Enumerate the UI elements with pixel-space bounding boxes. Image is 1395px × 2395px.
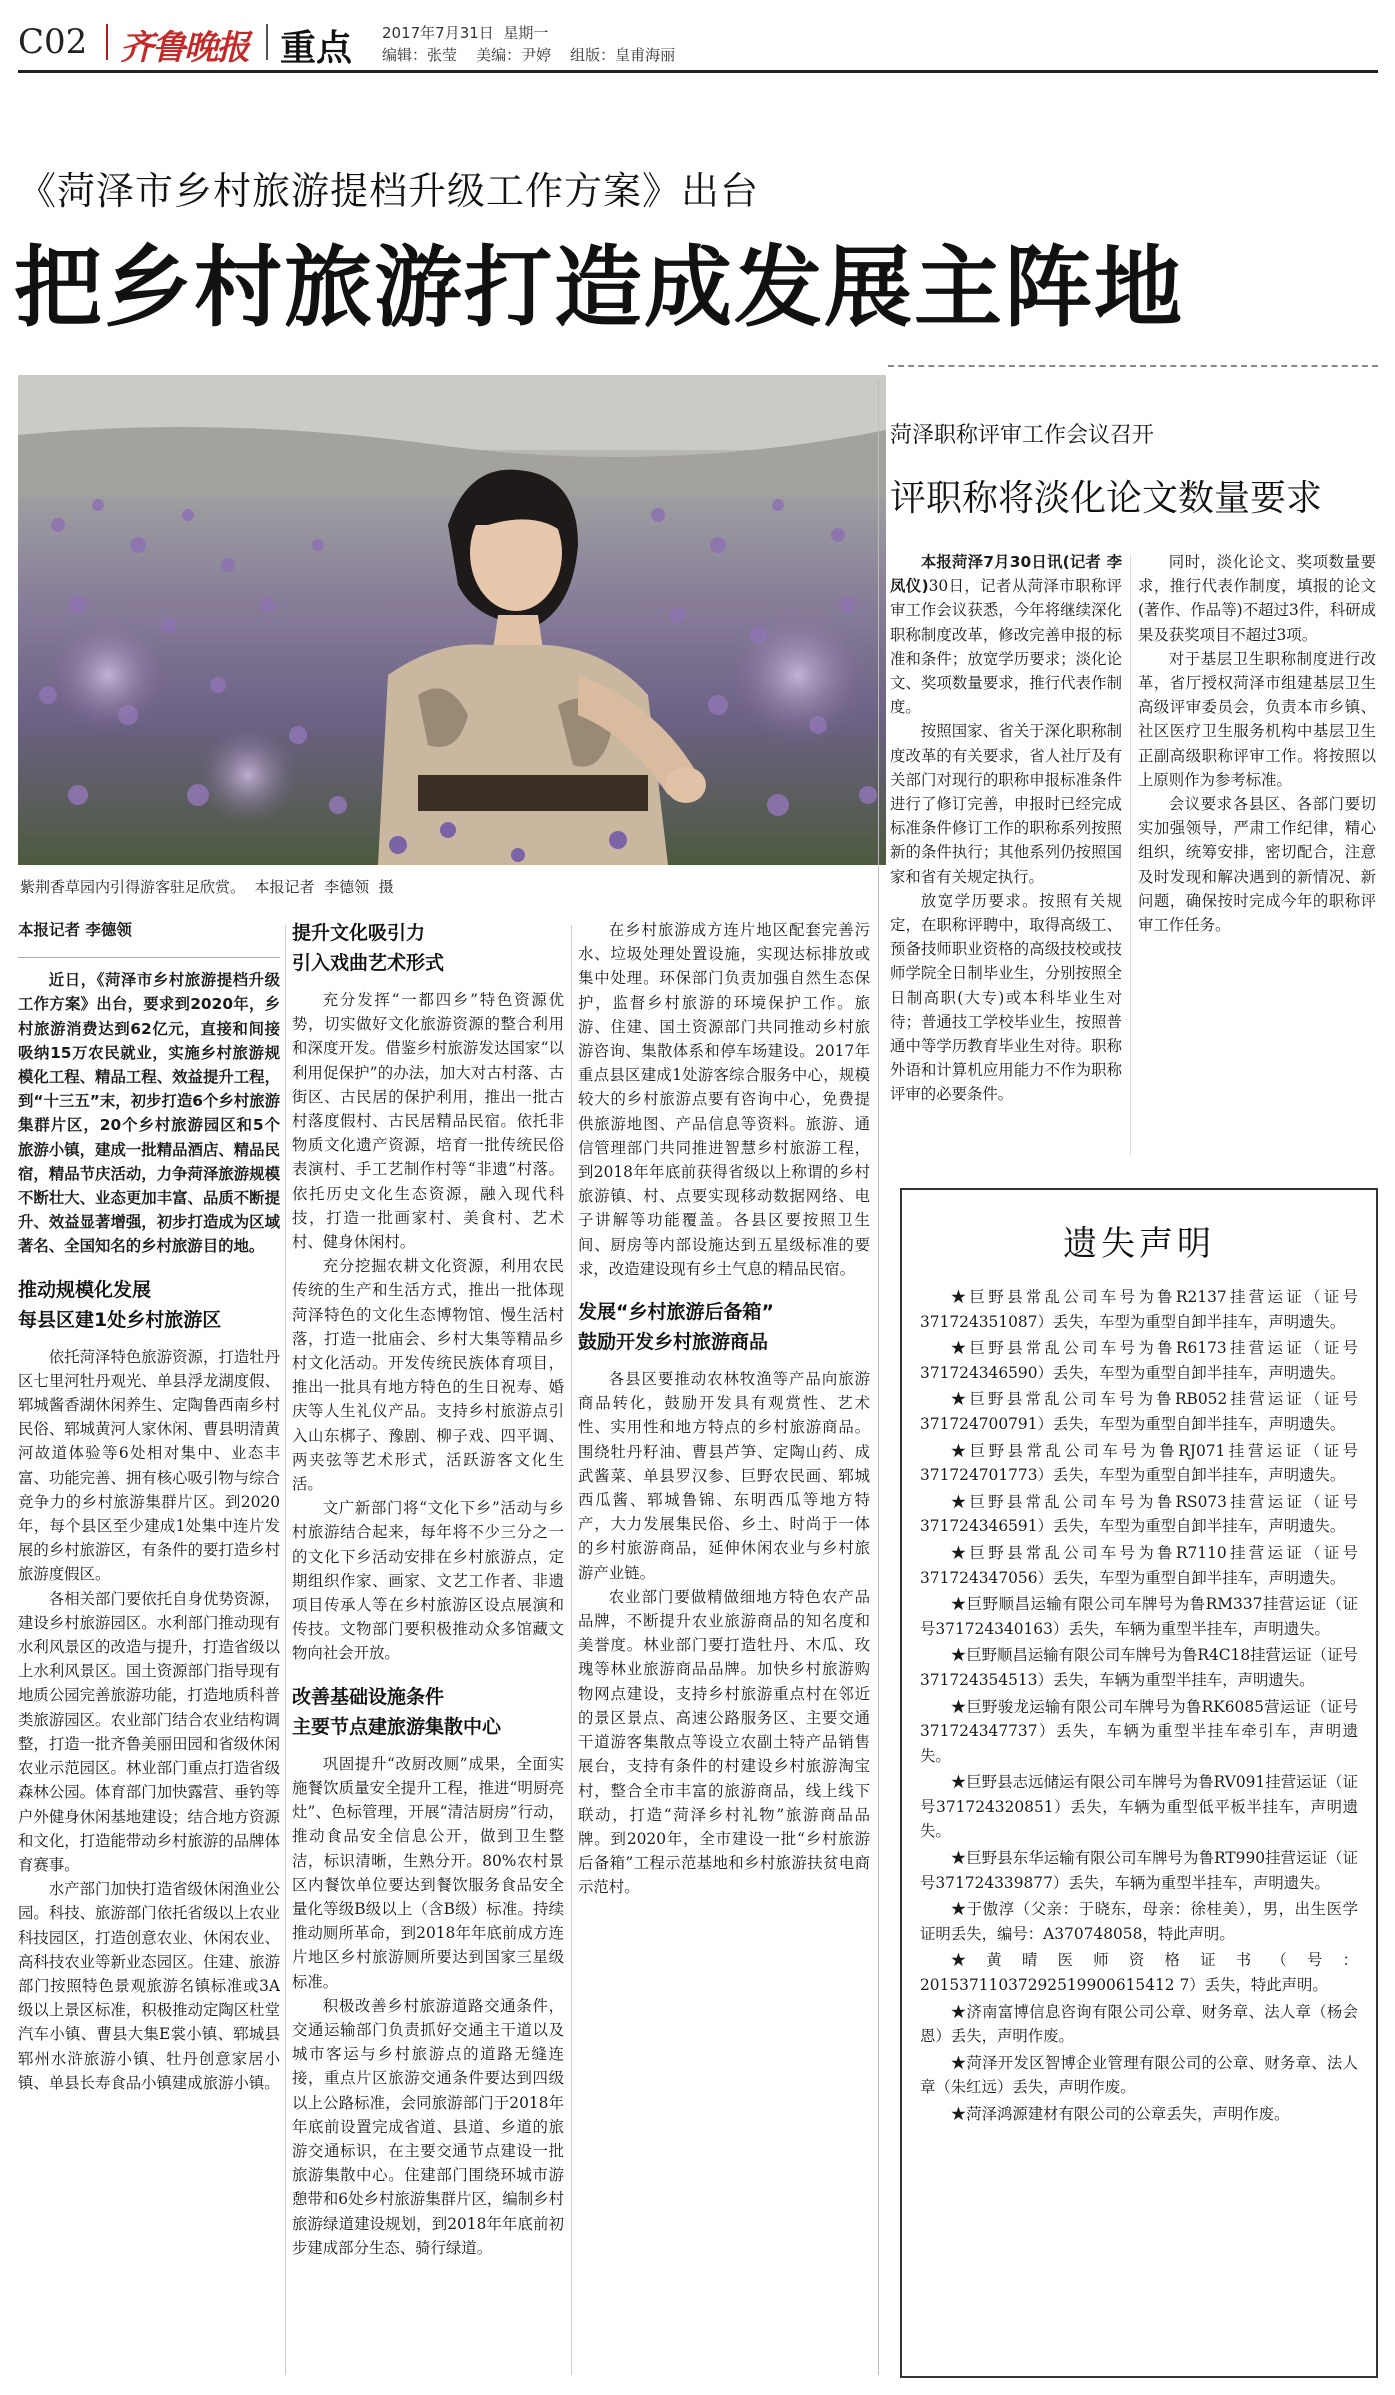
issue-date: 2017年7月31日 星期一 [382, 24, 549, 42]
photo-lavender-garden [18, 375, 886, 865]
lost-notice-item: ★巨野县东华运输有限公司车牌号为鲁RT990挂营运证（证号371724339877）丢失，车辆为重型半挂车，声明遗失。 [920, 1849, 1358, 1892]
lost-notice-item: ★巨野县常乱公司车号为鲁RS073挂营运证（证号371724346591）丢失，车型为重型自卸半挂车，声明遗失。 [920, 1492, 1358, 1536]
article-column-3 [578, 918, 870, 2378]
lost-notice-item: ★巨野顺昌运输有限公司车牌号为鲁R4C18挂营运证（证号371724354513）丢失，车辆为重型半挂车，声明遗失。 [920, 1646, 1358, 1689]
lost-notice-item: ★济南富博信息咨询有限公司公章、财务章、法人章（杨会恩）丢失，声明作废。 [920, 2002, 1358, 2046]
lost-notice-box [900, 1188, 1378, 2378]
photo-caption: 紫荆香草园内引得游客驻足欣赏。 本报记者 李德领 摄 [20, 878, 394, 896]
byline-rule [18, 942, 280, 958]
paragraph: 依托菏泽特色旅游资源，打造牡丹区七里河牡丹观光、单县浮龙湖度假、郓城酱香湖休闲养生、定陶鲁西南乡村民俗、郓城黄河人家休闲、曹县明清黄河故道体验等6处相对集中、业态丰富、功能完善、拥有核心吸引物与综合竞争力的乡村旅游集群片区。到2020年，每个县区至少建成1处集中连片发展的乡村旅游区，有条件的要打造乡村旅游度假区。 [18, 1347, 280, 1584]
side-byline: 本报菏泽7月30日讯(记者 李凤仪) [890, 553, 1122, 596]
staff-credits: 编辑：张莹 美编：尹婷 组版：皇甫海丽 [382, 46, 676, 64]
main-headline: 把乡村旅游打造成发展主阵地 [14, 236, 1185, 339]
lost-notice-list [920, 1285, 1358, 2127]
lost-notice-title: 遗失声明 [1063, 1224, 1215, 1264]
lost-notice-item: ★巨野县常乱公司车号为鲁R6173挂营运证（证号371724346590）丢失，车型为重型自卸半挂车，声明遗失。 [920, 1339, 1358, 1382]
column-divider [878, 380, 879, 2375]
side-headline: 评职称将淡化论文数量要求 [890, 478, 1323, 519]
subhead-4: 发展“乡村旅游后备箱” [578, 1301, 774, 1324]
paragraph: 各相关部门要依托自身优势资源，建设乡村旅游园区。水利部门推动现有水利风景区的改造与提升，打造省级以上水利风景区。国土资源部门指导现有地质公园完善旅游功能，打造地质科普类旅游园区。农业部门结合农业结构调整，打造一批齐鲁美丽田园和省级休闲农业示范园区。林业部门重点打造省级森林公园。体育部门加快露营、垂钓等户外健身休闲基地建设；结合地方资源和文化，打造能带动乡村旅游的品牌体育赛事。 [18, 1589, 280, 1874]
subhead-4-sub: 鼓励开发乡村旅游商品 [578, 1331, 769, 1354]
column-divider [571, 925, 572, 2375]
column-divider [285, 925, 286, 2375]
lost-notice-item: ★巨野县常乱公司车号为鲁R7110挂营运证（证号371724347056）丢失，车型为重型自卸半挂车，声明遗失。 [920, 1543, 1358, 1587]
subhead-2: 提升文化吸引力 [292, 922, 426, 944]
lost-notice-item: ★巨野顺昌运输有限公司车牌号为鲁RM337挂营运证（证号371724340163）丢失，车辆为重型半挂车，声明遗失。 [920, 1595, 1358, 1638]
lead-paragraph: 近日，《菏泽市乡村旅游提档升级工作方案》出台，要求到2020年，乡村旅游消费达到62亿元，直接和间接吸纳15万农民就业，实施乡村旅游规模化工程、精品工程、效益提升工程，到“十三五”末，初步打造6个乡村旅游集群片区，20个乡村旅游园区和5个旅游小镇，建成一批精品酒店、精品民宿，精品节庆活动，力争菏泽旅游规模不断壮大、业态更加丰富、品质不断提升、效益显著增强，初步打造成为区域著名、全国知名的乡村旅游目的地。 [18, 971, 280, 1256]
paragraph: 文广新部门将“文化下乡”活动与乡村旅游结合起来，每年将不少三分之一的文化下乡活动安排在乡村旅游点，定期组织作家、画家、文艺工作者、非遗项目传承人等在乡村旅游区设点展演和传技。文物部门要积极推动众多馆藏文物向社会开放。 [292, 1499, 564, 1663]
paragraph: 农业部门要做精做细地方特色农产品品牌，不断提升农业旅游商品的知名度和美誉度。林业部门要打造牡丹、木瓜、玫瑰等林业旅游商品品牌。加快乡村旅游购物网点建设，支持乡村旅游重点村在邻近的景区景点、高速公路服务区、主要交通干道游客集散点等设立农副土特产品销售展台，支持有条件的村建设乡村旅游淘宝村，整合全市丰富的旅游商品，线上线下联动，打造“菏泽乡村礼物”旅游商品品牌。到2020年，全市建设一批“乡村旅游后备箱”工程示范基地和乡村旅游扶贫电商示范村。 [578, 1587, 870, 1897]
subhead-1-sub: 每县区建1处乡村旅游区 [18, 1308, 222, 1331]
masthead-divider [106, 24, 108, 60]
lost-notice-item: ★巨野骏龙运输有限公司车牌号为鲁RK6085营运证（证号371724347737）丢失，车辆为重型半挂车牵引车，声明遗失。 [920, 1697, 1358, 1765]
paragraph: 积极改善乡村旅游道路交通条件，交通运输部门负责抓好交通主干道以及城市客运与乡村旅游点的道路无缝连接，重点片区旅游交通条件要达到四级以上公路标准，会同旅游部门于2018年年底前设置完成省道、县道、乡道的旅游交通标识，在主要交通节点建设一批旅游集散中心。住建部门围绕环城市游憩带和6处乡村旅游集群片区，编制乡村旅游绿道建设规划，到2018年年底前初步建成部分生态、骑行绿道。 [292, 1996, 564, 2257]
lost-notice-item: ★菏泽鸿源建材有限公司的公章丢失，声明作废。 [950, 2105, 1290, 2123]
subhead-3-sub: 主要节点建旅游集散中心 [292, 1715, 502, 1738]
lost-notice-item: ★巨野县常乱公司车号为鲁R2137挂营运证（证号371724351087）丢失，车型为重型自卸半挂车，声明遗失。 [920, 1288, 1358, 1331]
paragraph: 巩固提升“改厨改厕”成果，全面实施餐饮质量安全提升工程，推进“明厨亮灶”、色标管理，开展“清洁厨房”行动，推动食品安全信息公开，做到卫生整洁，标识清晰，生熟分开。80%农村景区内餐饮单位要达到餐饮服务食品安全量化等级B级以上（含B级）标准。持续推动厕所革命，到2018年年底前成方连片地区乡村旅游厕所要达到国家三星级标准。 [292, 1754, 564, 1991]
side-paragraph: 对于基层卫生职称制度进行改革，省厅授权菏泽市组建基层卫生高级评审委员会，负责本市乡镇、社区医疗卫生服务机构中基层卫生正副高级职称评审工作。将按照以上原则作为参考标准。 [1138, 649, 1376, 789]
subhead-2-sub: 引入戏曲艺术形式 [292, 952, 445, 974]
side-column-1 [890, 550, 1122, 1170]
subhead-1: 推动规模化发展 [18, 1278, 152, 1301]
side-paragraph: 放宽学历要求。按照有关规定，在职称评聘中，取得高级工、预备技师职业资格的高级技校或技师学院全日制毕业生，分别按照全日制高职(大专)或本科毕业生对待；普通技工学校毕业生，按照普通中等学历教育毕业生对待。职称外语和计算机应用能力不作为职称评审的必要条件。 [890, 891, 1122, 1104]
paragraph: 在乡村旅游成方连片地区配套完善污水、垃圾处理处置设施，实现达标排放或集中处理。环保部门负责加强自然生态保护，监督乡村旅游的环境保护工作。旅游、住建、国土资源部门共同推动乡村旅游咨询、集散体系和停车场建设。2017年重点县区建成1处游客综合服务中心，规模较大的乡村旅游点要有咨询中心，免费提供旅游地图、产品信息等资料。旅游、通信管理部门共同推进智慧乡村旅游工程，到2018年年底前获得省级以上称谓的乡村旅游镇、村、点要实现移动数据网络、电子讲解等功能覆盖。各县区要按照卫生间、厨房等内部设施达到五星级标准的要求，改造建设现有乡土气息的精品民宿。 [578, 921, 870, 1278]
article-byline: 本报记者 李德领 [18, 921, 132, 939]
masthead [18, 18, 1378, 69]
woman-figure [378, 470, 706, 865]
paragraph: 各县区要推动农林牧渔等产品向旅游商品转化，鼓励开发具有观赏性、艺术性、实用性和地方特点的乡村旅游商品。围绕牡丹籽油、曹县芦笋、定陶山药、成武酱菜、单县罗汉参、巨野农民画、郓城西瓜酱、郓城鲁锦、东明西瓜等地方特产，大力发展集民俗、乡土、时尚于一体的乡村旅游商品，延伸休闲农业与乡村旅游产业链。 [578, 1370, 870, 1582]
paragraph: 充分挖掘农耕文化资源，利用农民传统的生产和生活方式，推出一批体现菏泽特色的文化生态博物馆、慢生活村落，打造一批庙会、乡村大集等精品乡村文化活动。开发传统民族体育项目，推出一批具有地方特色的生日祝寿、婚庆等人生礼仪产品。支持乡村旅游点引入山东梆子、豫剧、柳子戏、四平调、两夹弦等艺术形式，活跃游客文化生活。 [292, 1257, 564, 1494]
paragraph: 充分发挥“一都四乡”特色资源优势，切实做好文化旅游资源的整合利用和深度开发。借鉴乡村旅游发达国家“以利用促保护”的办法，加大对古村落、古街区、古民居的保护利用，推出一批古村落度假村、古民居精品民宿。依托非物质文化遗产资源，培育一批传统民俗表演村、手工艺制作村等“非遗”村落。依托历史文化生态资源，融入现代科技，打造一批画家村、美食村、艺术村、健身休闲村。 [292, 991, 564, 1252]
subhead-3: 改善基础设施条件 [292, 1685, 445, 1708]
headline-rule [888, 365, 1378, 367]
side-paragraph: 按照国家、省关于深化职称制度改革的有关要求，省人社厅及有关部门对现行的职称申报标准条件进行了修订完善，申报时已经完成标准条件修订工作的职称系列按照新的条件执行；其他系列仍按照国家和省有关规定执行。 [890, 722, 1122, 886]
side-column-divider [1130, 555, 1131, 1155]
side-kicker: 菏泽职称评审工作会议召开 [890, 423, 1155, 448]
main-kicker: 《菏泽市乡村旅游提档升级工作方案》出台 [18, 169, 760, 213]
lost-notice-item: ★于傲淳（父亲：于晓东，母亲：徐桂美），男，出生医学证明丢失，编号：A370748058，特此声明。 [920, 1900, 1358, 1943]
section-name: 重点 [280, 28, 353, 69]
side-paragraph [890, 550, 1122, 719]
side-paragraph: 同时，淡化论文、奖项数量要求，推行代表作制度，填报的论文(著作、作品等)不超过3件，科研成果及获奖项目不超过3项。 [1138, 553, 1376, 644]
article-column-2 [292, 918, 564, 2378]
lost-notice-item: ★巨野县常乱公司车号为鲁RB052挂营运证（证号371724700791）丢失，车型为重型自卸半挂车，声明遗失。 [920, 1390, 1358, 1433]
side-lead: 30日，记者从菏泽市职称评审工作会议获悉，今年将继续深化职称制度改革，修改完善申报的标准和条件；放宽学历要求；淡化论文、奖项数量要求，推行代表作制度。 [890, 577, 1122, 717]
side-column-2 [1138, 550, 1376, 1170]
lost-notice-item: ★黄晴医师资格证书（号：20153711037292519900615412 7）丢失，特此声明。 [920, 1951, 1358, 1995]
masthead-divider [266, 24, 268, 60]
photo-svg [18, 375, 886, 865]
lost-notice-item: ★巨野县常乱公司车号为鲁RJ071挂营运证（证号371724701773）丢失，车型为重型自卸半挂车，声明遗失。 [920, 1441, 1358, 1485]
lost-notice-item: ★巨野县志远储运有限公司车牌号为鲁RV091挂营运证（证号371724320851）丢失，车辆为重型低平板半挂车，声明遗失。 [920, 1773, 1358, 1841]
lost-notice-item: ★菏泽开发区智博企业管理有限公司的公章、财务章、法人章（朱红远）丢失，声明作废。 [920, 2053, 1358, 2097]
paper-logo: 齐鲁晚报 [120, 28, 248, 68]
masthead-rule [18, 70, 1378, 73]
paragraph: 水产部门加快打造省级休闲渔业公园。科技、旅游部门依托省级以上农业科技园区，打造创意农业、休闲农业、高科技农业等新业态园区。住建、旅游部门按照特色景观旅游名镇标准或3A级以上景区标准，积极推动定陶区杜堂汽车小镇、曹县大集E裳小镇、郓城县郓州水浒旅游小镇、牡丹创意家居小镇、单县长寿食品小镇建成旅游小镇。 [18, 1880, 280, 2092]
page-number: C02 [18, 22, 88, 62]
article-column-1 [18, 918, 280, 2378]
side-paragraph: 会议要求各县区、各部门要切实加强领导，严肃工作纪律，精心组织，统筹安排，密切配合，注意及时发现和解决遇到的新情况、新问题，确保按时完成今年的职称评审工作任务。 [1138, 795, 1376, 935]
